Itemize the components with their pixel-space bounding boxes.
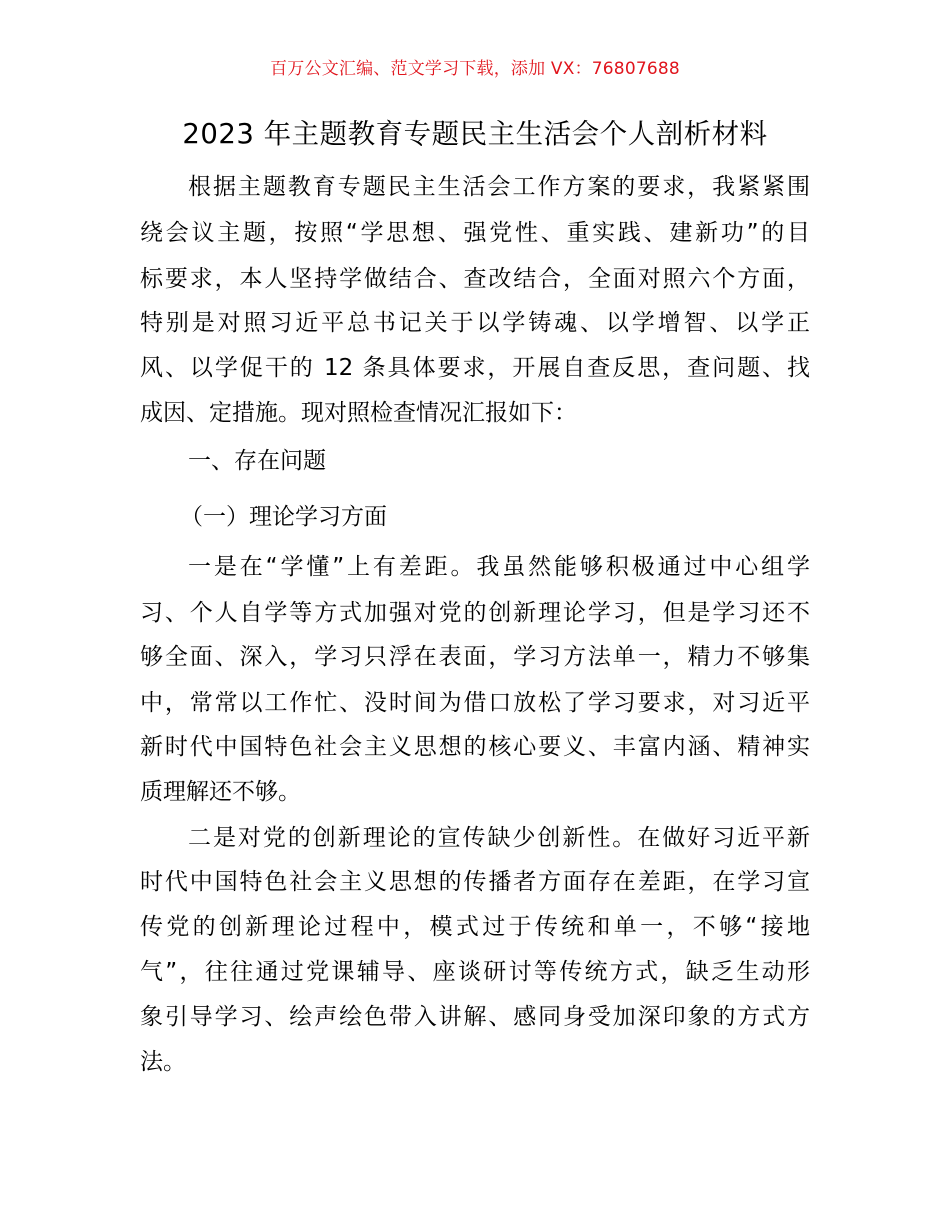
text-line: 标要求，本人坚持学做结合、查改结合，全面对照六个方面， <box>140 266 810 292</box>
watermark-banner: 百万公文汇编、范文学习下载，添加 VX：76807688 <box>270 59 680 79</box>
text-line: 绕会议主题，按照“学思想、强党性、重实践、建新功”的目 <box>140 220 810 246</box>
text-line: 气”，往往通过党课辅导、座谈研讨等传统方式，缺乏生动形 <box>140 959 810 985</box>
text-line: 传党的创新理论过程中，模式过于传统和单一，不够“接地 <box>140 914 810 940</box>
text-line: 习、个人自学等方式加强对党的创新理论学习，但是学习还不 <box>140 600 810 626</box>
text-line: 新时代中国特色社会主义思想的核心要义、丰富内涵、精神实 <box>140 734 810 760</box>
text-line: 特别是对照习近平总书记关于以学铸魂、以学增智、以学正 <box>140 310 810 336</box>
section-heading: 一、存在问题 <box>188 448 326 474</box>
text-line: 象引导学习、绘声绘色带入讲解、感同身受加深印象的方式方 <box>140 1004 810 1030</box>
text-line: 质理解还不够。 <box>140 779 301 805</box>
text-line: 法。 <box>140 1049 186 1075</box>
text-line: 二是对党的创新理论的宣传缺少创新性。在做好习近平新 <box>188 825 810 851</box>
text-line: 成因、定措施。现对照检查情况汇报如下： <box>140 400 577 426</box>
document-title: 2023 年主题教育专题民主生活会个人剖析材料 <box>182 118 768 150</box>
text-line: 中，常常以工作忙、没时间为借口放松了学习要求，对习近平 <box>140 690 810 716</box>
text-line: 风、以学促干的 12 条具体要求，开展自查反思，查问题、找 <box>140 355 810 381</box>
text-line: 根据主题教育专题民主生活会工作方案的要求，我紧紧围 <box>188 174 810 200</box>
subsection-heading: （一）理论学习方面 <box>180 504 387 530</box>
text-line: 一是在“学懂”上有差距。我虽然能够积极通过中心组学 <box>188 554 810 580</box>
text-line: 时代中国特色社会主义思想的传播者方面存在差距，在学习宣 <box>140 869 810 895</box>
text-line: 够全面、深入，学习只浮在表面，学习方法单一，精力不够集 <box>140 644 810 670</box>
